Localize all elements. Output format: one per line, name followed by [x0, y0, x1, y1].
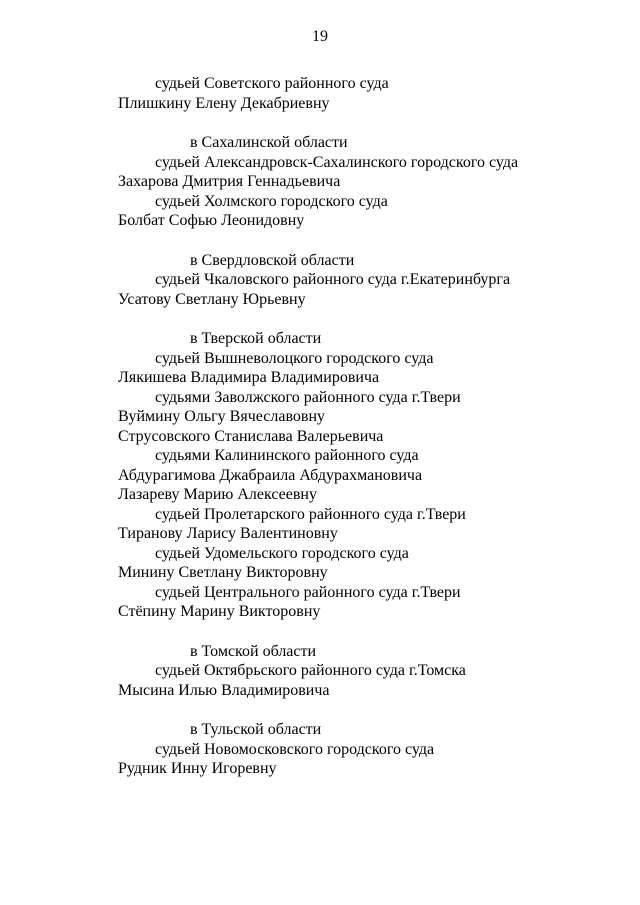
court-position-line: судьями Заволжского районного суда г.Твери [155, 388, 461, 406]
court-position-line: судьями Калининского районного суда [155, 447, 419, 464]
court-position-line: судьей Октябрьского районного суда г.Томска [155, 662, 466, 679]
person-name-line: Болбат Софью Леонидовну [118, 212, 305, 229]
court-position-line: судьей Холмского городского суда [155, 192, 388, 210]
region-heading: в Свердловской области [190, 251, 355, 269]
region-block-tver [0, 329, 640, 622]
court-position-line: судьей Пролетарского районного суда г.Твери [155, 505, 466, 523]
person-name-line: Абдурагимова Джабраила Абдурахмановича [118, 466, 423, 484]
person-name-line: Мысина Илью Владимировича [118, 681, 330, 699]
person-name-line: Струсовского Станислава Валерьевича [118, 427, 384, 445]
person-name-line: Рудник Инну Игоревну [118, 760, 277, 777]
region-block-sverdlovsk [0, 251, 640, 310]
court-position-line: судьей Новомосковского городского суда [155, 740, 435, 758]
region-heading: в Тверской области [190, 330, 322, 347]
person-name-line: Тиранову Ларису Валентиновну [118, 525, 338, 542]
region-block-sakhalin [0, 133, 640, 231]
person-name-line: Лазареву Марию Алексеевну [118, 486, 317, 503]
page-number: 19 [312, 28, 328, 45]
appointments-list [0, 74, 640, 779]
court-position-line: судьей Чкаловского районного суда г.Екатеринбурга [155, 271, 511, 288]
court-position-line: судьей Центрального районного суда г.Твери [155, 583, 461, 601]
person-name-line: Захарова Дмитрия Геннадьевича [118, 173, 341, 190]
region-heading: в Тульской области [190, 721, 322, 738]
person-name-line: Лякишева Владимира Владимировича [118, 369, 380, 386]
person-name-line: Усатову Светлану Юрьевну [118, 290, 306, 308]
region-block-tomsk [0, 642, 640, 701]
appointment-block [0, 74, 640, 113]
court-position-line: судьей Александровск-Сахалинского городского суда [155, 153, 519, 171]
court-position-line: судьей Удомельского городского суда [155, 544, 409, 562]
person-name-line: Минину Светлану Викторовну [118, 564, 328, 581]
region-block-tula [0, 720, 640, 779]
court-position-line: судьей Советского районного суда [155, 75, 389, 92]
region-heading: в Томской области [190, 642, 317, 660]
region-heading: в Сахалинской области [190, 134, 348, 151]
person-name-line: Вуймину Ольгу Вячеславовну [118, 408, 325, 425]
person-name-line: Стёпину Марину Викторовну [118, 603, 321, 620]
court-position-line: судьей Вышневолоцкого городского суда [155, 349, 434, 367]
person-name-line: Плишкину Елену Декабриевну [118, 94, 330, 112]
